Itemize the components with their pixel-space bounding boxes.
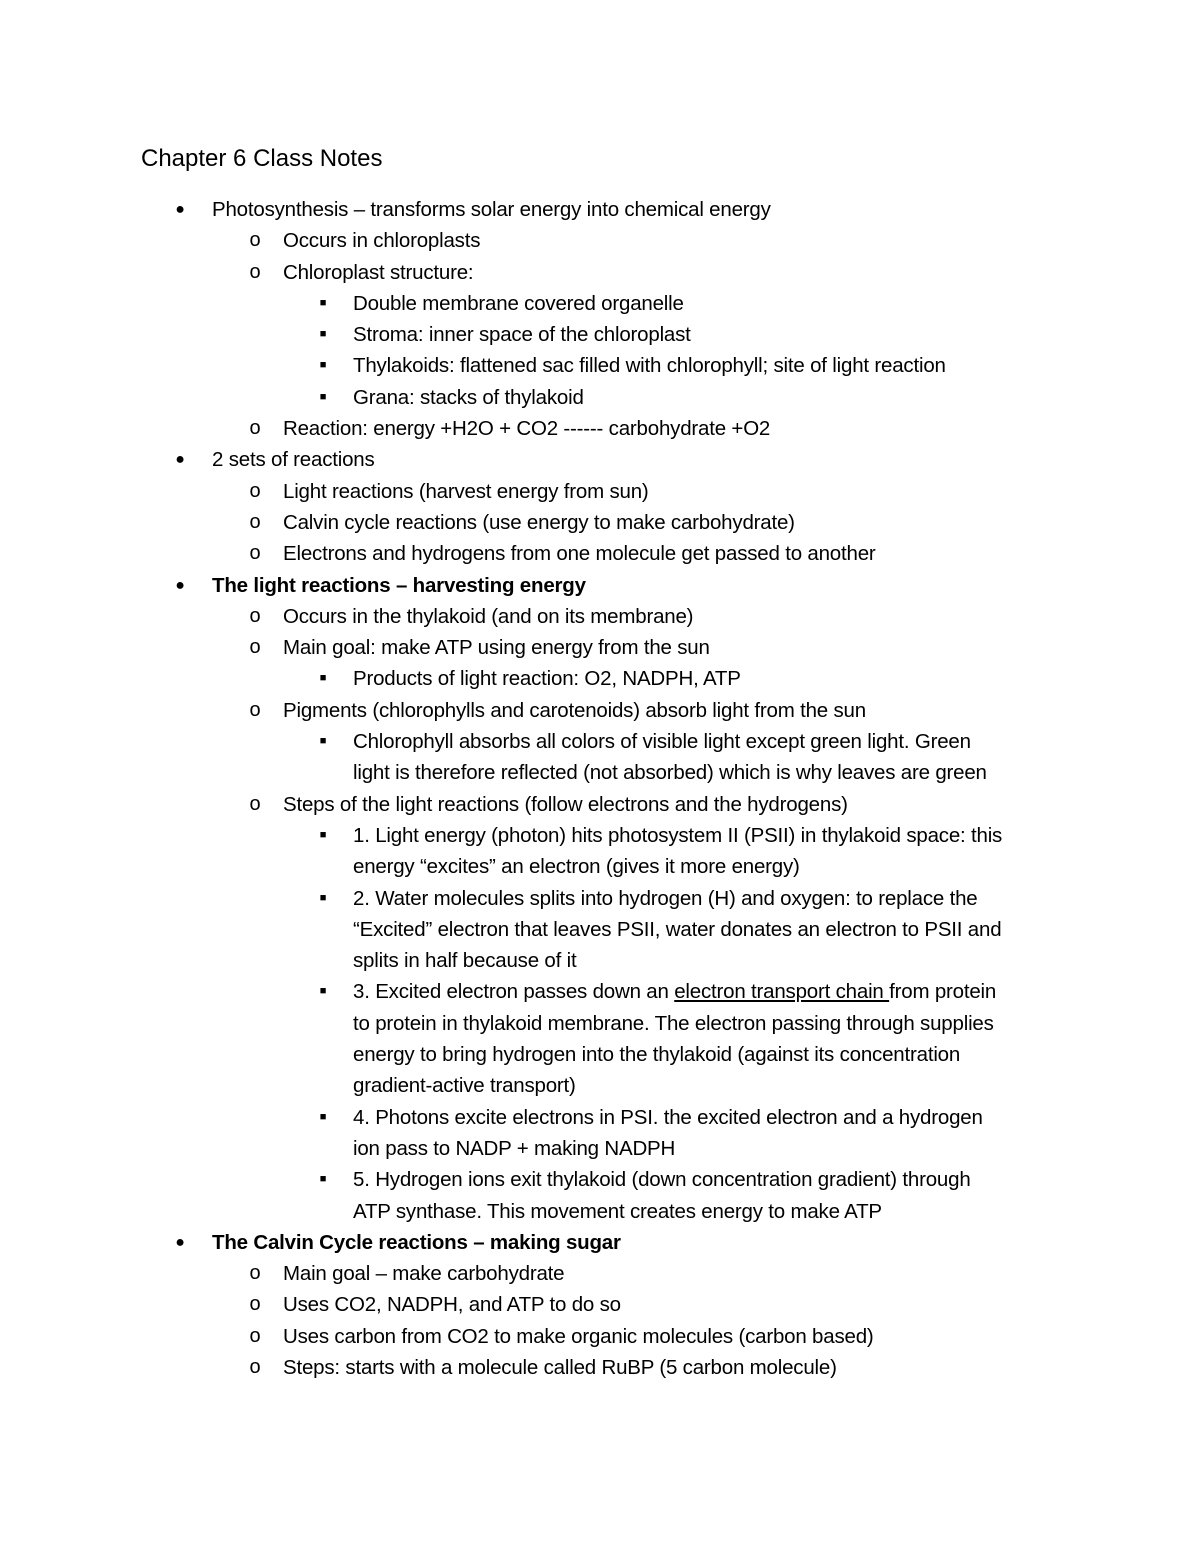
document-title: Chapter 6 Class Notes [141, 145, 383, 172]
detail-item [0, 883, 1200, 914]
sub-item-text: Occurs in the thylakoid (and on its membrane) [283, 604, 694, 628]
sub-item-text: Light reactions (harvest energy from sun) [283, 479, 649, 503]
sub-item [0, 1289, 1200, 1320]
square-marker: ■ [319, 296, 327, 309]
bullet-marker: ● [175, 451, 185, 469]
detail-item-continuation [0, 757, 1200, 788]
detail-item-continuation [0, 1039, 1200, 1070]
bullet-item [0, 444, 1200, 475]
circle-marker: o [249, 542, 261, 565]
detail-item [0, 382, 1200, 413]
detail-item [0, 350, 1200, 381]
square-marker: ■ [319, 891, 327, 904]
sub-item [0, 476, 1200, 507]
sub-item [0, 1321, 1200, 1352]
detail-item [0, 1102, 1200, 1133]
sub-item [0, 601, 1200, 632]
detail-item-text: 2. Water molecules splits into hydrogen (H) and oxygen: to replace the [353, 886, 978, 910]
sub-item [0, 413, 1200, 444]
detail-item-text: ion pass to NADP + making NADPH [353, 1136, 676, 1160]
circle-marker: o [249, 1293, 261, 1316]
detail-item-text: Grana: stacks of thylakoid [353, 385, 584, 409]
detail-item-text: energy to bring hydrogen into the thylakoid (against its concentration [353, 1043, 961, 1067]
circle-marker: o [249, 1324, 261, 1347]
square-marker: ■ [319, 1173, 327, 1186]
sub-item [0, 1258, 1200, 1289]
detail-item-text: Chlorophyll absorbs all colors of visible light except green light. Green [353, 730, 971, 754]
detail-item-continuation [0, 851, 1200, 882]
bullet-marker: ● [175, 201, 185, 218]
circle-marker: o [249, 229, 261, 252]
detail-item-text: Stroma: inner space of the chloroplast [353, 323, 691, 347]
square-marker: ■ [319, 985, 327, 998]
circle-marker: o [249, 1355, 261, 1378]
sub-item-text: Reaction: energy +H2O + CO2 ------ carbohydrate +O2 [283, 417, 771, 441]
detail-item-continuation [0, 945, 1200, 976]
detail-item [0, 663, 1200, 694]
detail-item [0, 976, 1200, 1007]
sub-item-text: Calvin cycle reactions (use energy to make carbohydrate) [283, 510, 795, 534]
square-marker: ■ [319, 672, 327, 685]
detail-item-text: 5. Hydrogen ions exit thylakoid (down concentration gradient) through [353, 1168, 971, 1192]
sub-item-text: Pigments (chlorophylls and carotenoids) absorb light from the sun [283, 698, 866, 722]
sub-item-text: Electrons and hydrogens from one molecule get passed to another [283, 542, 876, 566]
square-marker: ■ [319, 735, 327, 748]
sub-item-text: Uses carbon from CO2 to make organic molecules (carbon based) [283, 1324, 874, 1348]
sub-item [0, 225, 1200, 256]
bullet-text: Photosynthesis – transforms solar energy into chemical energy [212, 198, 771, 221]
sub-item [0, 1352, 1200, 1383]
detail-item-text: light is therefore reflected (not absorbed) which is why leaves are green [353, 761, 987, 785]
square-marker: ■ [319, 359, 327, 372]
detail-item-text: Double membrane covered organelle [353, 291, 684, 315]
bullet-item [0, 1227, 1200, 1258]
detail-item [0, 319, 1200, 350]
sub-item-text: Occurs in chloroplasts [283, 229, 481, 253]
sub-item [0, 257, 1200, 288]
bullet-item [0, 194, 1200, 225]
detail-item-text: to protein in thylakoid membrane. The electron passing through supplies [353, 1011, 994, 1035]
bullet-item [0, 570, 1200, 601]
detail-text-part: 3. Excited electron passes down an [353, 980, 675, 1004]
detail-item [0, 726, 1200, 757]
detail-item-continuation [0, 1196, 1200, 1227]
sub-item-text: Steps of the light reactions (follow electrons and the hydrogens) [283, 792, 848, 816]
circle-marker: o [249, 510, 261, 533]
square-marker: ■ [319, 328, 327, 341]
circle-marker: o [249, 479, 261, 502]
circle-marker: o [249, 604, 261, 627]
sub-item [0, 695, 1200, 726]
square-marker: ■ [319, 1110, 327, 1123]
sub-item [0, 538, 1200, 569]
detail-item-continuation [0, 914, 1200, 945]
detail-item-text [353, 976, 996, 1007]
detail-item-text: energy “excites” an electron (gives it more energy) [353, 855, 800, 879]
sub-item-text: Main goal – make carbohydrate [283, 1262, 565, 1286]
circle-marker: o [249, 792, 261, 815]
circle-marker: o [249, 417, 261, 440]
sub-item [0, 789, 1200, 820]
detail-item-text: 4. Photons excite electrons in PSI. the excited electron and a hydrogen [353, 1105, 983, 1129]
circle-marker: o [249, 698, 261, 721]
detail-item [0, 1164, 1200, 1195]
circle-marker: o [249, 260, 261, 283]
sub-item [0, 507, 1200, 538]
detail-item-text: gradient-active transport) [353, 1074, 576, 1098]
square-marker: ■ [319, 390, 327, 403]
bullet-text: The Calvin Cycle reactions – making sugar [212, 1230, 621, 1254]
notes-outline [0, 194, 1200, 1383]
detail-text-part: from protein [889, 980, 997, 1004]
bullet-text: 2 sets of reactions [212, 448, 375, 472]
sub-item [0, 632, 1200, 663]
detail-item-text: ATP synthase. This movement creates energy to make ATP [353, 1199, 882, 1223]
square-marker: ■ [319, 828, 327, 841]
underlined-term: electron transport chain [674, 980, 890, 1004]
detail-item [0, 820, 1200, 851]
detail-item-text: “Excited” electron that leaves PSII, water donates an electron to PSII and [353, 917, 1002, 941]
detail-item-continuation [0, 1008, 1200, 1039]
bullet-marker: ● [175, 1233, 185, 1251]
detail-item [0, 288, 1200, 319]
sub-item-text: Steps: starts with a molecule called RuBP (5 carbon molecule) [283, 1355, 837, 1379]
detail-item-continuation [0, 1070, 1200, 1101]
bullet-text: The light reactions – harvesting energy [212, 573, 586, 597]
bullet-marker: ● [175, 576, 185, 594]
sub-item-text: Chloroplast structure: [283, 260, 474, 284]
sub-item-text: Uses CO2, NADPH, and ATP to do so [283, 1293, 621, 1317]
detail-item-text: 1. Light energy (photon) hits photosystem II (PSII) in thylakoid space: this [353, 823, 1003, 847]
detail-item-text: Thylakoids: flattened sac filled with chlorophyll; site of light reaction [353, 354, 946, 378]
sub-item-text: Main goal: make ATP using energy from the sun [283, 636, 710, 660]
circle-marker: o [249, 636, 261, 659]
circle-marker: o [249, 1262, 261, 1285]
detail-item-text: Products of light reaction: O2, NADPH, ATP [353, 667, 741, 691]
detail-item-continuation [0, 1133, 1200, 1164]
detail-item-text: splits in half because of it [353, 949, 577, 973]
